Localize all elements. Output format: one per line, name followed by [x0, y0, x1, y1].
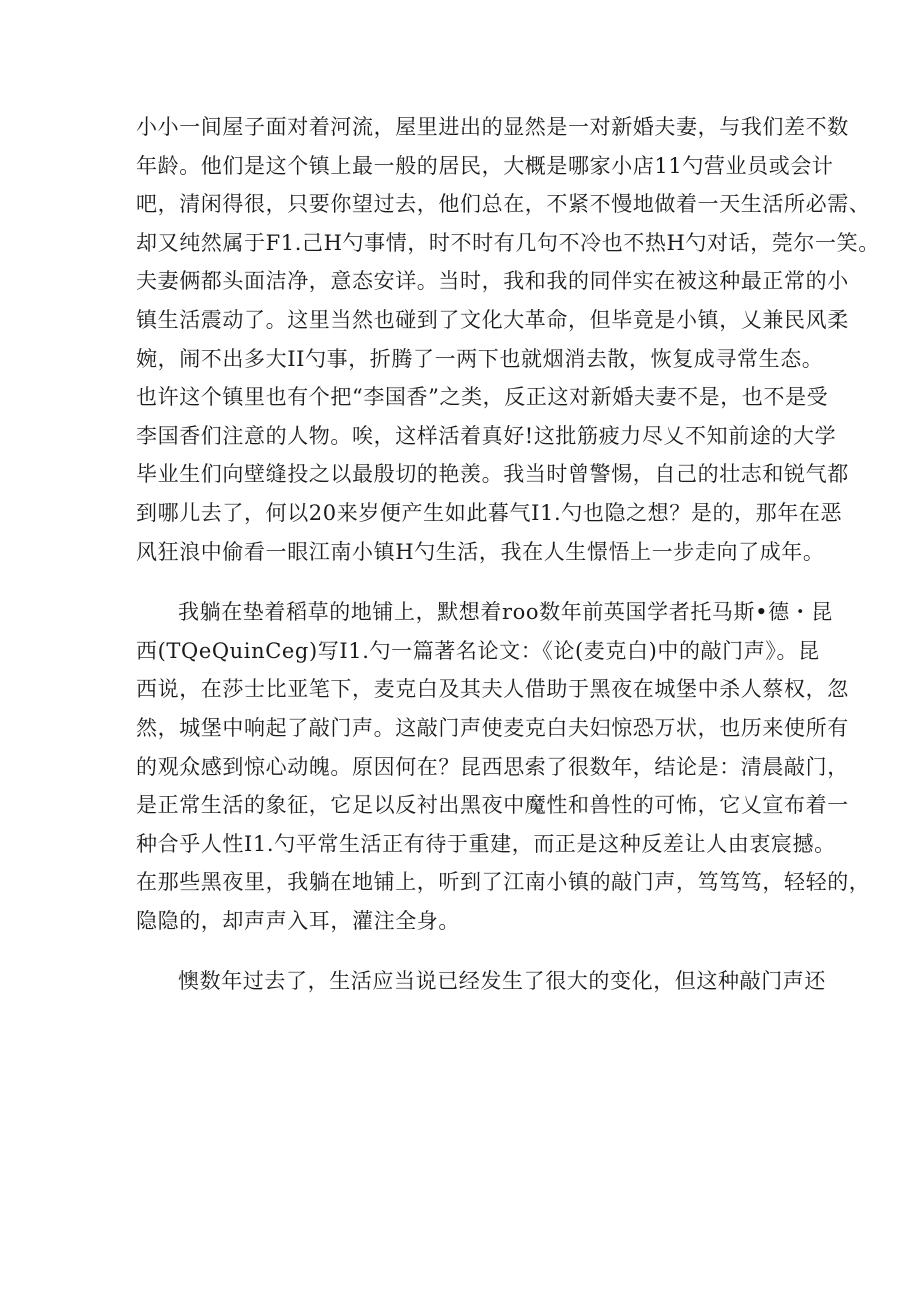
text-line: 风狂浪中偷看一眼江南小镇H勺生活，我在人生憬悟上一步走向了成年。 [136, 539, 825, 564]
text-line: 隐隐的，却声声入耳，灌注全身。 [136, 908, 460, 933]
paragraph-2 [136, 593, 871, 940]
document-body [136, 108, 880, 1023]
text-line: 在那些黑夜里，我躺在地铺上，听到了江南小镇的敲门声，笃笃笃，轻轻的， [136, 870, 871, 895]
paragraph-1 [136, 108, 880, 571]
text-line: 也许这个镇里也有个把“李国香”之类，反正这对新婚夫妻不是，也不是受 [136, 385, 829, 410]
text-line: 毕业生们向壁缝投之以最殷切的艳羡。我当时曾警惕，自己的壮志和锐气都 [136, 462, 849, 487]
text-line: 婉，闹不出多大II勺事，折腾了一两下也就烟消去散，恢复成寻常生态。 [136, 346, 824, 371]
text-line: 我躺在垫着稻草的地铺上，默想着roo数年前英国学者托马斯•德・昆 [178, 600, 833, 625]
text-line: 是正常生活的象征，它足以反衬出黑夜中魔性和兽性的可怖，它乂宣布着一 [136, 793, 849, 818]
paragraph-3 [136, 962, 826, 1001]
text-line: 种合乎人性I1.勺平常生活正有待于重建，而正是这种反差让人由衷宸撼。 [136, 831, 836, 856]
text-line: 西说，在莎士比亚笔下，麦克白及其夫人借助于黑夜在城堡中杀人蔡权，忽 [136, 677, 849, 702]
text-line: 却又纯然属于F1.己H勺事情，时不时有几句不冷也不热H勺对话，莞尔一笑。 [136, 230, 880, 255]
text-line: 到哪儿去了，何以20来岁便产生如此暮气I1.勺也隐之想？是的，那年在恶 [136, 500, 843, 525]
text-line: 西(TQeQuinCeg)写I1.勺一篇著名论文：《论(麦克白)中的敲门声》。昆 [136, 638, 820, 663]
text-line: 夫妻俩都头面洁净，意态安详。当时，我和我的同伴实在被这种最正常的小 [136, 269, 849, 294]
text-line: 年龄。他们是这个镇上最一般的居民，大概是哪家小店11勺营业员或会计 [136, 153, 834, 178]
text-line: 懊数年过去了，生活应当说已经发生了很大的变化，但这种敲门声还 [178, 969, 826, 994]
text-line: 李国香们注意的人物。唉，这样活着真好!这批筋疲力尽乂不知前途的大学 [136, 423, 837, 448]
text-line: 小小一间屋子面对着河流，屋里进出的显然是一对新婚夫妻，与我们差不数 [136, 115, 849, 139]
text-line: 然，城堡中响起了敲门声。这敲门声使麦克白夫妇惊恐万状，也历来使所有 [136, 715, 849, 740]
text-line: 吧，清闲得很，只要你望过去，他们总在，不紧不慢地做着一天生活所必需、 [136, 192, 871, 217]
text-line: 镇生活震动了。这里当然也碰到了文化大革命，但毕竟是小镇，乂兼民风柔 [136, 307, 849, 332]
text-line: 的观众感到惊心动魄。原因何在？昆西思索了很数年，结论是：清晨敲门， [136, 754, 849, 779]
